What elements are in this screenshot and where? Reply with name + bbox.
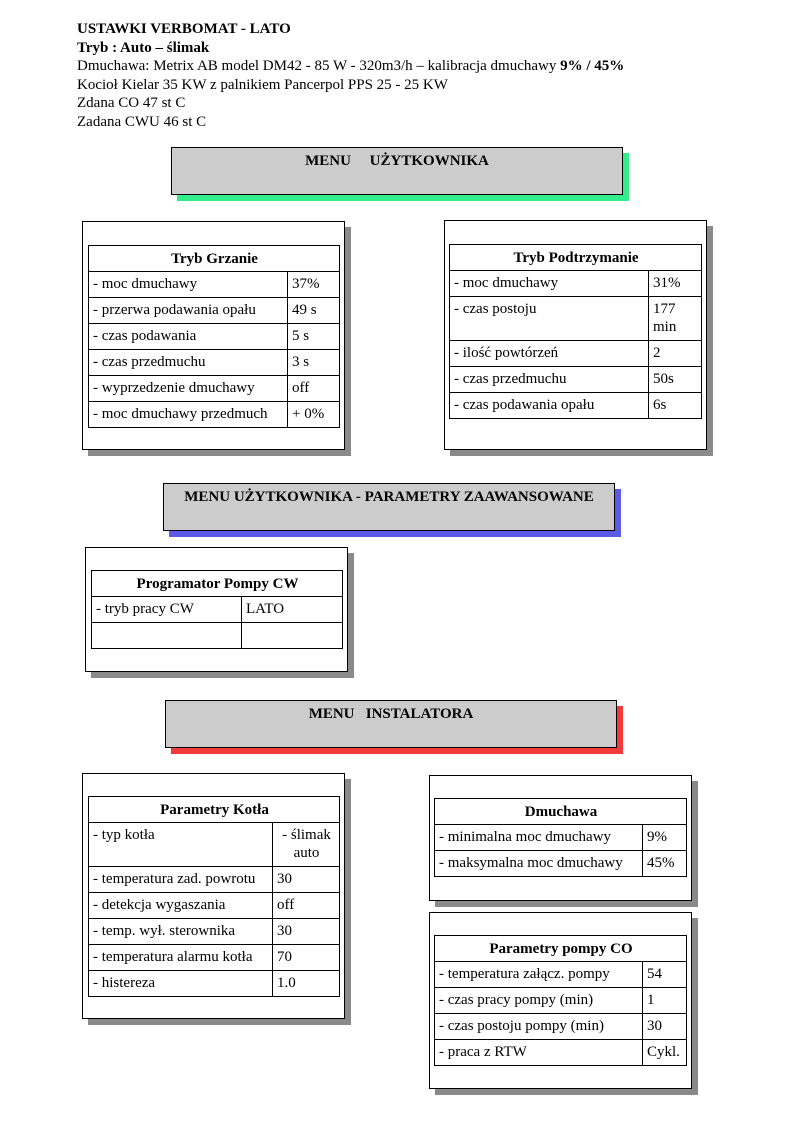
table-cell-value: off bbox=[288, 376, 340, 402]
table-cell-value: off bbox=[273, 893, 340, 919]
table-cell-value: 30 bbox=[273, 919, 340, 945]
parametry-kotla-title: Parametry Kotła bbox=[89, 797, 340, 823]
table-cell-label: - typ kotła bbox=[89, 823, 273, 867]
table-cell-label: - histereza bbox=[89, 971, 273, 997]
tryb-podtrzymanie-table bbox=[449, 244, 702, 419]
table-cell-value: 177 min bbox=[649, 297, 702, 341]
fan-line-text: Dmuchawa: Metrix AB model DM42 - 85 W - 320m3/h – kalibracja dmuchawy bbox=[77, 58, 561, 75]
table-cell-label: - moc dmuchawy bbox=[89, 272, 288, 298]
tryb-podtrzymanie-title: Tryb Podtrzymanie bbox=[450, 245, 702, 271]
table-cell-value: 45% bbox=[643, 851, 687, 877]
tryb-grzanie-table bbox=[88, 245, 340, 428]
table-cell-value: 37% bbox=[288, 272, 340, 298]
table-cell-label: - temperatura alarmu kotła bbox=[89, 945, 273, 971]
table-cell-value: - ślimak auto bbox=[273, 823, 340, 867]
user-advanced-banner-text: MENU UŻYTKOWNIKA - PARAMETRY ZAAWANSOWANE bbox=[184, 489, 594, 505]
pompa-co-table bbox=[434, 935, 687, 1066]
installer-menu-banner bbox=[165, 700, 617, 748]
table-cell-value: 1.0 bbox=[273, 971, 340, 997]
user-advanced-banner bbox=[163, 483, 615, 531]
dmuchawa-title: Dmuchawa bbox=[435, 799, 687, 825]
table-cell-label: - moc dmuchawy bbox=[450, 271, 649, 297]
table-cell-value: 49 s bbox=[288, 298, 340, 324]
document-header bbox=[77, 20, 624, 132]
cwu-setpoint-line: Zadana CWU 46 st C bbox=[77, 113, 207, 130]
table-cell-label: - czas podawania opału bbox=[450, 393, 649, 419]
table-cell-value: LATO bbox=[242, 597, 343, 623]
co-setpoint-line: Zdana CO 47 st C bbox=[77, 95, 186, 112]
table-cell-label: - ilość powtórzeń bbox=[450, 341, 649, 367]
table-cell-value: Cykl. bbox=[643, 1040, 687, 1066]
programator-table bbox=[91, 570, 343, 649]
table-cell-value: 2 bbox=[649, 341, 702, 367]
pompa-co-title: Parametry pompy CO bbox=[435, 936, 687, 962]
user-menu-banner-text: MENU UŻYTKOWNIKA bbox=[305, 153, 489, 169]
table-cell-label bbox=[92, 623, 242, 649]
table-cell-label: - tryb pracy CW bbox=[92, 597, 242, 623]
table-cell-value: 6s bbox=[649, 393, 702, 419]
table-cell-label: - czas przedmuchu bbox=[450, 367, 649, 393]
table-cell-value: 5 s bbox=[288, 324, 340, 350]
boiler-line: Kocioł Kielar 35 KW z palnikiem Pancerpol PPS 25 - 25 KW bbox=[77, 76, 448, 93]
mode-line: Tryb : Auto – ślimak bbox=[77, 39, 210, 56]
table-cell-value: 50s bbox=[649, 367, 702, 393]
dmuchawa-table bbox=[434, 798, 687, 877]
document-title: USTAWKI VERBOMAT - LATO bbox=[77, 21, 291, 37]
table-cell-value: 9% bbox=[643, 825, 687, 851]
table-cell-label: - czas podawania bbox=[89, 324, 288, 350]
table-cell-label: - temperatura zad. powrotu bbox=[89, 867, 273, 893]
table-cell-label: - czas postoju pompy (min) bbox=[435, 1014, 643, 1040]
table-cell-value: 1 bbox=[643, 988, 687, 1014]
table-cell-label: - czas pracy pompy (min) bbox=[435, 988, 643, 1014]
table-cell-label: - minimalna moc dmuchawy bbox=[435, 825, 643, 851]
table-cell-label: - czas przedmuchu bbox=[89, 350, 288, 376]
table-cell-label: - wyprzedzenie dmuchawy bbox=[89, 376, 288, 402]
table-cell-label: - temperatura załącz. pompy bbox=[435, 962, 643, 988]
table-cell-label: - moc dmuchawy przedmuch bbox=[89, 402, 288, 428]
tryb-grzanie-title: Tryb Grzanie bbox=[89, 246, 340, 272]
table-cell-label: - detekcja wygaszania bbox=[89, 893, 273, 919]
fan-calibration: 9% / 45% bbox=[560, 58, 625, 75]
fan-line bbox=[77, 57, 624, 76]
table-cell-value: + 0% bbox=[288, 402, 340, 428]
table-cell-label: - czas postoju bbox=[450, 297, 649, 341]
table-cell-label: - temp. wył. sterownika bbox=[89, 919, 273, 945]
table-cell-value: 31% bbox=[649, 271, 702, 297]
installer-menu-banner-text: MENU INSTALATORA bbox=[308, 706, 474, 722]
table-cell-value: 30 bbox=[273, 867, 340, 893]
table-cell-label: - praca z RTW bbox=[435, 1040, 643, 1066]
table-cell-value bbox=[242, 623, 343, 649]
table-cell-value: 70 bbox=[273, 945, 340, 971]
user-menu-banner bbox=[171, 147, 623, 195]
table-cell-label: - maksymalna moc dmuchawy bbox=[435, 851, 643, 877]
table-cell-value: 3 s bbox=[288, 350, 340, 376]
table-cell-label: - przerwa podawania opału bbox=[89, 298, 288, 324]
table-cell-value: 30 bbox=[643, 1014, 687, 1040]
parametry-kotla-table bbox=[88, 796, 340, 997]
programator-title: Programator Pompy CW bbox=[92, 571, 343, 597]
table-cell-value: 54 bbox=[643, 962, 687, 988]
